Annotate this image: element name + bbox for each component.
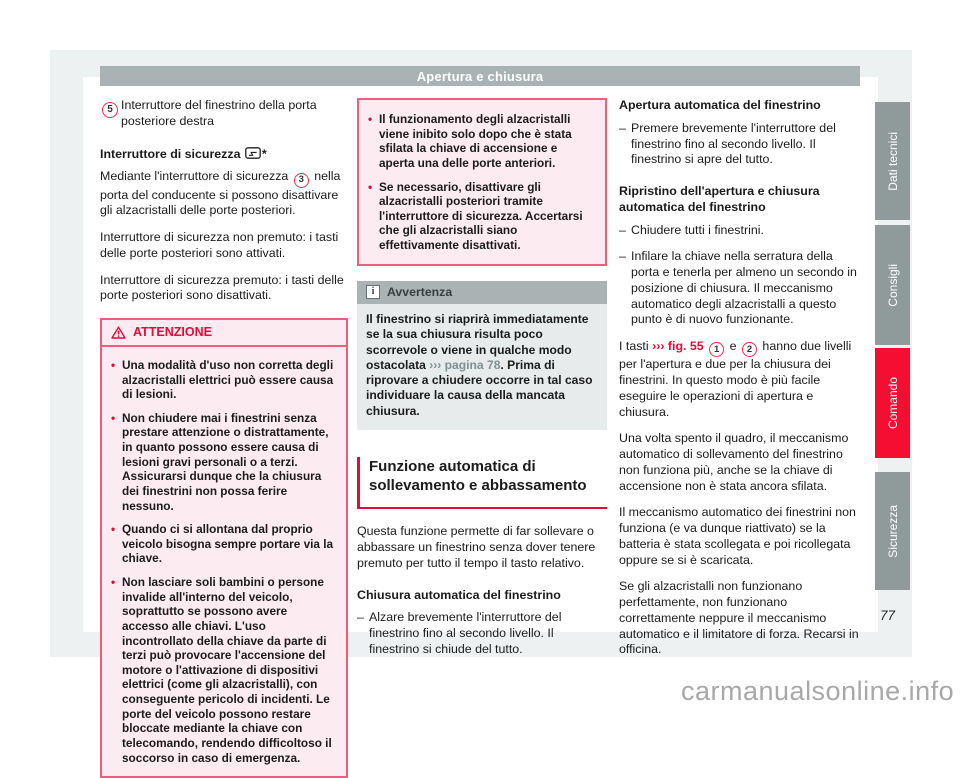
bullet-dot: •: [111, 357, 116, 372]
avvertenza-body: Il finestrino si riaprirà immediatamente se la sua chiusura risulta poco scorrevole o viene in qualche modo ostacolata ››› pagina 78. Prima di riprovare a chiudere occorre in tal caso individuare la causa della mancata chiusura.: [357, 304, 607, 430]
legend-item-text: Interruttore del finestrino della porta posteriore destra: [121, 98, 317, 128]
side-tab-sicurezza: Sicurezza: [875, 472, 910, 590]
bullet-dot: •: [368, 179, 373, 194]
avvertenza-header: [357, 281, 607, 305]
safety-switch-heading: Interruttore di sicurezza *: [100, 146, 267, 161]
side-tab-comando-active: Comando: [875, 348, 910, 458]
column-3: [619, 98, 861, 669]
paragraph: Questa funzione permette di far sollevare o abbassare un finestrino senza dover tenere premuto per tutto il tempo il tasto relativo.: [357, 524, 596, 570]
asterisk: *: [261, 146, 267, 161]
chapter-title: Apertura e chiusura: [416, 68, 544, 84]
page-reference: ››› pagina 78: [429, 357, 501, 372]
watermark-text: carmanualsonline.info: [681, 676, 955, 706]
rear-window-safety-switch-icon: [245, 147, 261, 159]
side-tab-consigli: Consigli: [875, 225, 910, 345]
circled-number-1: 1: [709, 342, 724, 357]
paragraph: Una volta spento il quadro, il meccanismo automatico di sollevamento del finestrino non funziona più, anche se la chiave di accensione non è stata ancora sfilata.: [619, 431, 849, 493]
avvertenza-title: Avvertenza: [387, 284, 453, 299]
circled-number-5: 5: [102, 102, 118, 118]
circled-number-3: 3: [294, 173, 309, 188]
bullet-dot: •: [111, 410, 116, 425]
warning-bullet: • Non chiudere mai i finestrini senza prestare attenzione o distrattamente, in quanto possono essere causa di lesioni gravi personali o a terzi. Assicurarsi dunque che la chiusura dei finestrini non possa ferire nessuno.: [111, 410, 329, 513]
column-2: [357, 98, 607, 669]
figure-reference: ››› fig. 55: [652, 339, 704, 353]
instruction-step: – Chiudere tutti i finestrini.: [619, 222, 764, 237]
bullet-dot: •: [368, 112, 373, 126]
attention-warning-box: [100, 318, 348, 778]
paragraph: Mediante l'interruttore di sicurezza 3 nella porta del conducente si possono disattivare gli alzacristalli delle porte posteriori.: [100, 169, 341, 218]
side-tab-dati-tecnici: Dati tecnici: [875, 102, 910, 220]
page-number: 77: [880, 608, 896, 623]
paragraph: Se gli alzacristalli non funzionano perfettamente, non funzionano correttamente neppure il meccanismo automatico e il limitatore di forza. Recarsi in officina.: [619, 579, 859, 657]
attention-title: ATTENZIONE: [133, 325, 212, 339]
attention-header: [102, 320, 346, 347]
attention-body: [102, 347, 346, 776]
attention-warning-box-continued: [357, 98, 607, 266]
info-icon: i: [366, 285, 380, 299]
column-1: [100, 98, 348, 778]
avvertenza-note-box: [357, 281, 607, 430]
subheading: Ripristino dell'apertura e chiusura automatica del finestrino: [619, 184, 820, 214]
chapter-header-bar: [100, 66, 860, 86]
warning-bullet: • Se necessario, disattivare gli alzacristalli posteriori tramite l'interruttore di sicurezza. Accertarsi che gli alzacristalli siano effettivamente disattivati.: [368, 179, 583, 252]
warning-bullet: • Il funzionamento degli alzacristalli viene inibito solo dopo che è stata sfilata la chiave di accensione e aperta una delle porte anteriori.: [368, 112, 572, 170]
warning-bullet: • Una modalità d'uso non corretta degli alzacristalli elettrici può essere causa di lesioni.: [111, 357, 334, 402]
warning-bullet: • Non lasciare soli bambini o persone invalide all'interno del veicolo, soprattutto se possono avere accesso alle chiavi. L'uso incontrollato della chiave da parte di terzi può provocare l'accensione del motore o l'attivazione di dispositivi elettrici (come gli alzacristalli), con conseguente pericolo di incidenti. Le porte del veicolo possono restare bloccate mediante la chiave con telecomando, rendendo difficoltoso il soccorso in caso di emergenza.: [111, 575, 332, 765]
paragraph: Il meccanismo automatico dei finestrini non funziona (e va dunque riattivato) se la batteria è stata scollegata e poi ricollegata oppure se si è scaricata.: [619, 505, 856, 567]
paragraph: Interruttore di sicurezza premuto: i tasti delle porte posteriori sono disattivati.: [100, 272, 344, 303]
subheading: Apertura automatica del finestrino: [619, 98, 821, 112]
legend-item-5: [100, 98, 348, 130]
paragraph: Interruttore di sicurezza non premuto: i tasti delle porte posteriori sono attivati.: [100, 230, 339, 260]
bullet-dot: •: [111, 575, 116, 589]
subheading: Chiusura automatica del finestrino: [357, 587, 561, 602]
instruction-step: – Premere brevemente l'interruttore del finestrino fino al secondo livello. Il finestrino si apre del tutto.: [619, 120, 836, 167]
paragraph: I tasti ››› fig. 55 1 e 2 hanno due livelli per l'apertura e due per la chiusura dei finestrini. In questo modo è più facile eseguire le operazioni di apertura e chiusura.: [619, 339, 852, 419]
instruction-step: – Infilare la chiave nella serratura della porta e tenerla per almeno un secondo in posizione di chiusura. Il meccanismo automatico degli alzacristalli a questo punto è di nuovo funzionante.: [619, 249, 857, 327]
bullet-dot: •: [111, 522, 116, 537]
section-heading: Funzione automatica di sollevamento e abbassamento: [357, 457, 607, 510]
warning-bullet: • Quando ci si allontana dal proprio veicolo bisogna sempre portare via la chiave.: [111, 522, 334, 566]
warning-triangle-icon: [111, 326, 126, 339]
instruction-step: – Alzare brevemente l'interruttore del finestrino fino al secondo livello. Il finestrino si chiude del tutto.: [357, 610, 562, 656]
circled-number-2: 2: [742, 342, 757, 357]
